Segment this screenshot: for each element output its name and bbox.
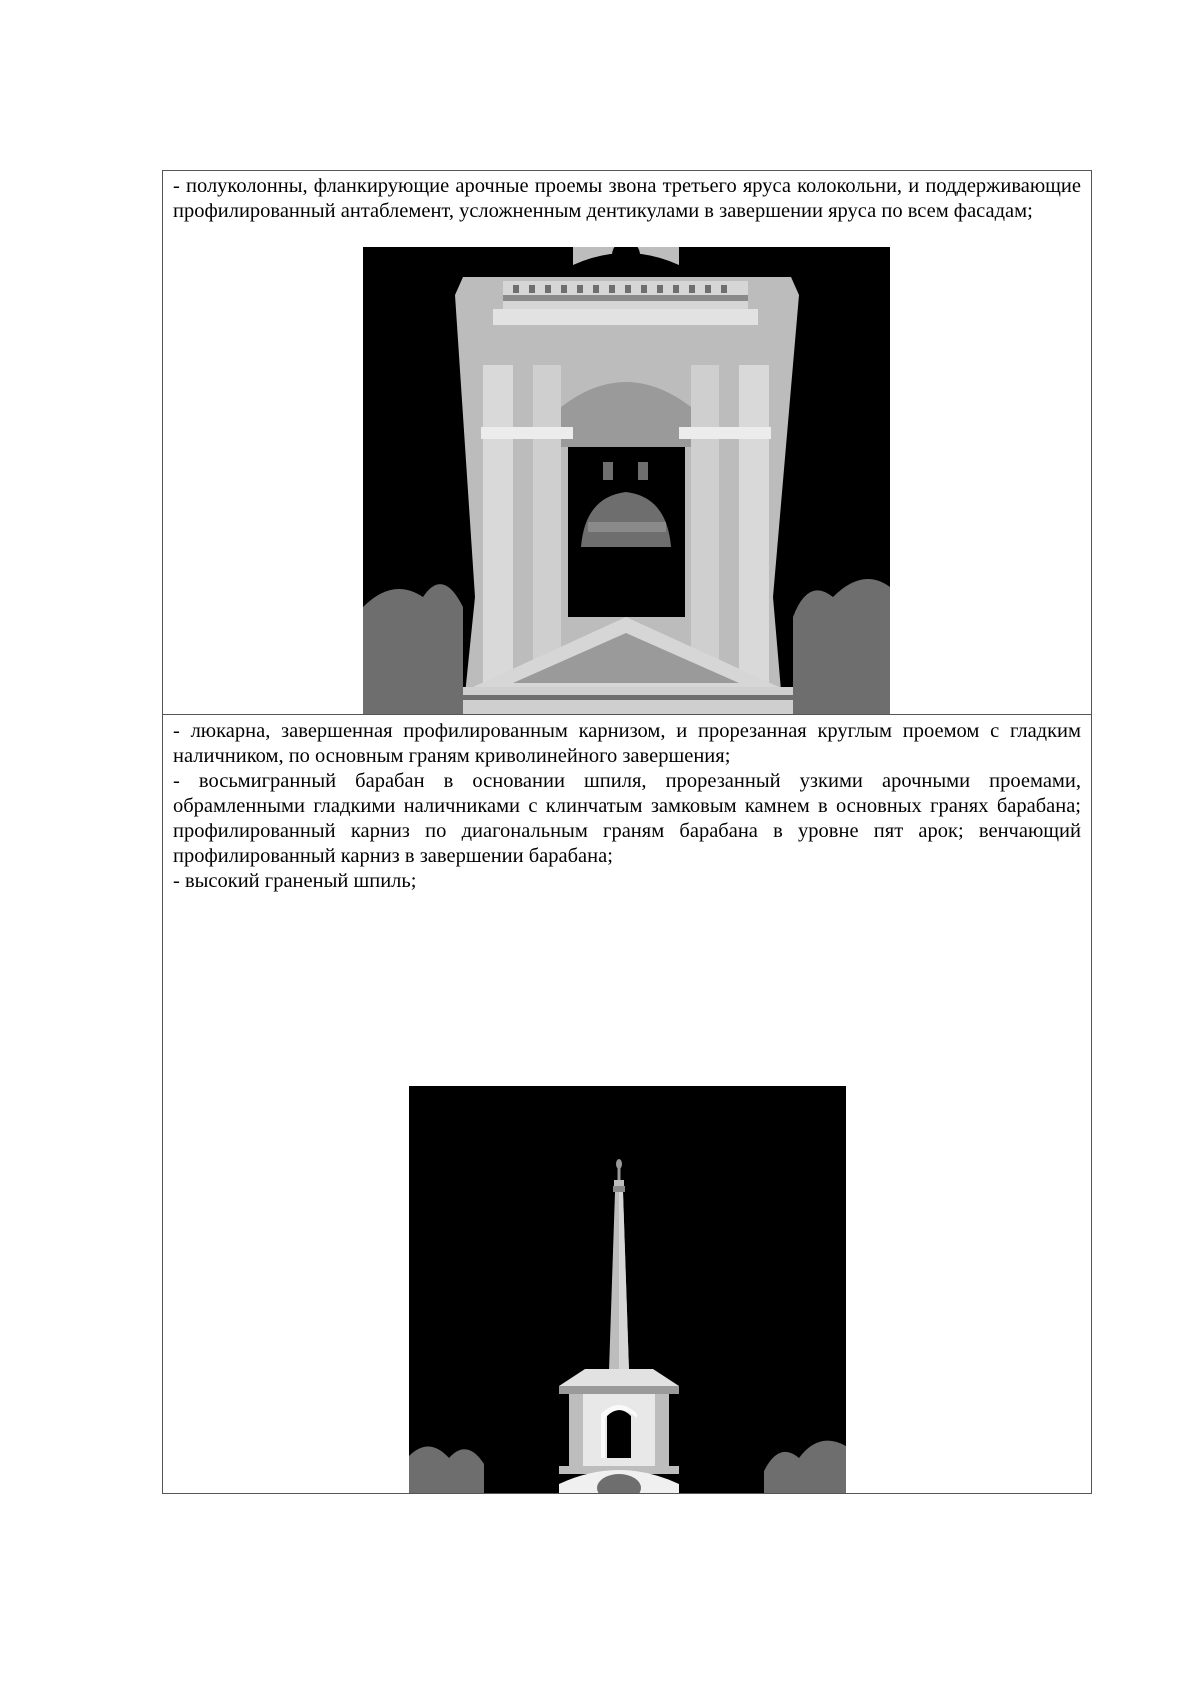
description-table bbox=[162, 170, 1092, 1494]
table-row-spire bbox=[163, 715, 1091, 1493]
belfry-photo bbox=[363, 247, 890, 714]
belfry-description: - полуколонны, фланкирующие арочные проемы звона третьего яруса колокольни, и поддерживающие профилированный антаблемент, усложненным дентикулами в завершении яруса по всем фасадам; bbox=[173, 175, 1081, 222]
lucarne-description: - люкарна, завершенная профилированным карнизом, и прорезанная круглым проемом с гладким наличником, по основным граням криволинейного завершения; bbox=[173, 720, 1081, 767]
spire-photo bbox=[409, 1086, 846, 1493]
spire-description: - высокий граненый шпиль; bbox=[173, 870, 417, 892]
table-row-belfry bbox=[163, 171, 1091, 715]
belfry-image bbox=[363, 247, 890, 714]
drum-description: - восьмигранный барабан в основании шпиля, прорезанный узкими арочными проемами, обрамленными гладкими наличниками с клинчатым замковым камнем в основных гранях барабана; профилированный карниз по диагональным граням барабана в уровне пят арок; венчающий профилированный карниз в завершении барабана; bbox=[173, 770, 1081, 867]
spire-image bbox=[409, 1086, 846, 1493]
